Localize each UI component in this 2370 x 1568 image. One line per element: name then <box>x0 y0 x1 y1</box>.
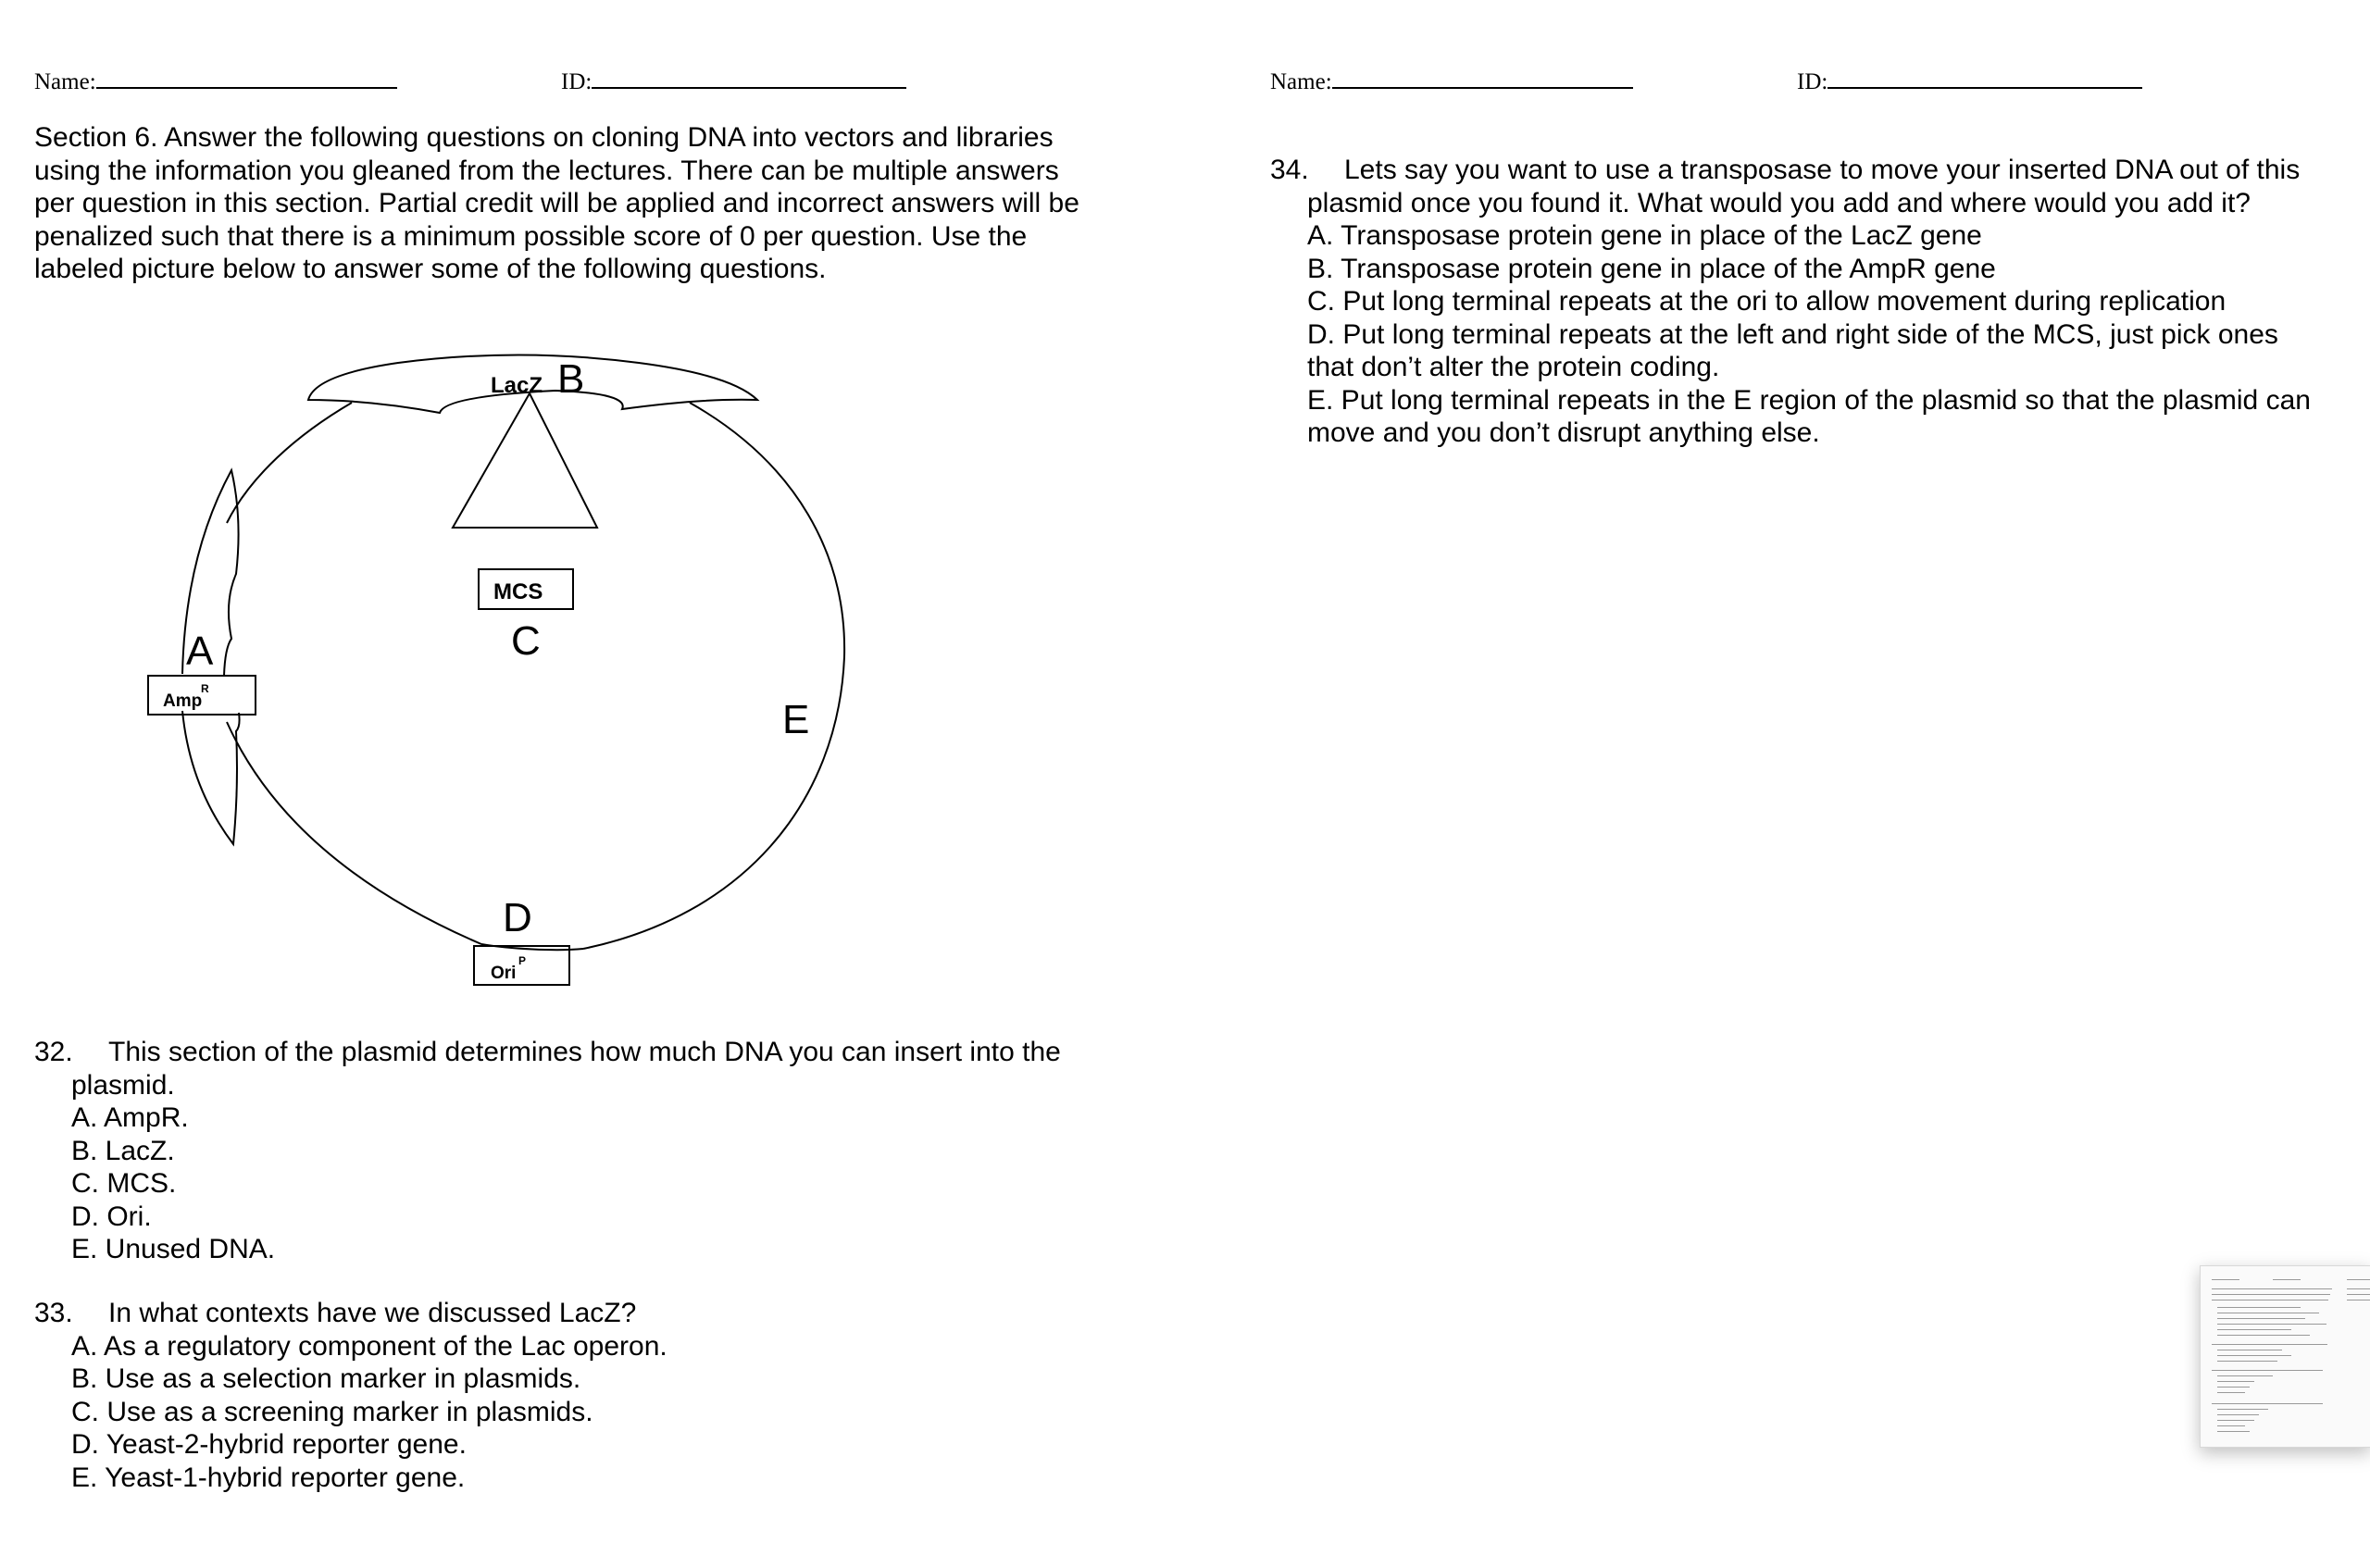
thumb-line <box>2217 1375 2273 1376</box>
option-d[interactable]: D. Yeast-2-hybrid reporter gene. <box>71 1429 467 1460</box>
region-e-label: E <box>782 697 810 742</box>
lacz-label: LacZ <box>491 373 543 398</box>
question-text: This section of the plasmid determines how much DNA you can insert into the plasmid. <box>71 1037 1061 1101</box>
question-text: In what contexts have we discussed LacZ? <box>108 1298 637 1328</box>
thumb-line <box>2217 1335 2310 1336</box>
thumb-line <box>2212 1279 2239 1280</box>
question-number: 34. <box>1270 155 1309 185</box>
question-number: 33. <box>34 1298 73 1328</box>
question-33 <box>34 1297 1099 1494</box>
question-32-stem <box>34 1036 1099 1101</box>
option-c[interactable]: C. Use as a screening marker in plasmids. <box>71 1396 593 1427</box>
thumb-line <box>2217 1409 2268 1410</box>
id-label: ID: <box>1797 69 1828 94</box>
option-e[interactable]: E. Yeast-1-hybrid reporter gene. <box>71 1462 466 1493</box>
thumb-line <box>2212 1288 2332 1289</box>
name-label: Name: <box>1270 69 1332 94</box>
question-32 <box>34 1036 1099 1266</box>
ampr-superscript: R <box>201 682 209 695</box>
thumb-line <box>2212 1294 2330 1295</box>
region-a-label: A <box>186 628 214 674</box>
thumb-line <box>2212 1344 2327 1345</box>
plasmid-arc-right <box>583 403 844 949</box>
plasmid-arc-bottom <box>481 944 583 950</box>
thumb-line <box>2217 1387 2250 1388</box>
id-label: ID: <box>561 69 592 94</box>
option-c[interactable]: C. MCS. <box>71 1168 177 1199</box>
ori-superscript: P <box>518 954 527 967</box>
option-a[interactable]: A. AmpR. <box>71 1102 189 1133</box>
question-34-stem <box>1270 154 2316 219</box>
question-33-stem <box>34 1297 1099 1330</box>
thumb-line <box>2217 1329 2291 1330</box>
option-d[interactable]: D. Ori. <box>71 1201 152 1232</box>
thumb-line <box>2347 1279 2370 1280</box>
thumb-line <box>2217 1318 2305 1319</box>
region-c-label: C <box>511 618 541 664</box>
thumb-line <box>2217 1414 2259 1415</box>
thumb-line <box>2217 1381 2254 1382</box>
name-label: Name: <box>34 69 96 94</box>
mcs-triangle <box>453 393 597 528</box>
mcs-label: MCS <box>493 579 543 604</box>
thumb-line <box>2217 1420 2254 1421</box>
thumb-line <box>2217 1307 2301 1308</box>
screenshot-thumbnail[interactable] <box>2200 1265 2370 1448</box>
question-34 <box>1270 154 2316 450</box>
intro-text: Section 6. Answer the following questions on cloning DNA into vectors and libraries using the information you gleaned from the lectures. There can be multiple answers per question in this section. Partial credit will be applied and incorrect answers will be penalized such that there is a minimum possible score of 0 per question. Use the labeled picture below to answer some of the following questions. <box>34 122 1079 284</box>
thumb-line <box>2217 1431 2250 1432</box>
option-e[interactable]: E. Unused DNA. <box>71 1234 276 1264</box>
ori-label: Ori <box>491 964 517 983</box>
option-e[interactable]: E. Put long terminal repeats in the E region of the plasmid so that the plasmid can move and you don’t disrupt anything else. <box>1307 384 2311 448</box>
region-b-label: B <box>557 356 585 402</box>
thumb-line <box>2217 1392 2245 1393</box>
thumb-line <box>2217 1324 2326 1325</box>
region-d-label: D <box>503 895 532 940</box>
option-b[interactable]: B. LacZ. <box>71 1135 175 1166</box>
plasmid-arc-upper-left <box>227 403 352 523</box>
question-text: Lets say you want to use a transposase to move your inserted DNA out of this plasmid once you found it. What would you add and where would you add it? <box>1307 155 2301 218</box>
thumb-line <box>2217 1361 2277 1362</box>
ampr-label: Amp <box>163 691 203 711</box>
option-b[interactable]: B. Transposase protein gene in place of the AmpR gene <box>1307 253 1996 284</box>
option-d[interactable]: D. Put long terminal repeats at the left and right side of the MCS, just pick ones that don’t alter the protein coding. <box>1307 318 2278 382</box>
option-b[interactable]: B. Use as a selection marker in plasmids. <box>71 1363 581 1394</box>
thumb-line <box>2347 1288 2370 1289</box>
thumb-line <box>2212 1403 2323 1404</box>
thumb-line <box>2212 1370 2323 1371</box>
thumb-line <box>2217 1355 2291 1356</box>
option-c[interactable]: C. Put long terminal repeats at the ori to allow movement during replication <box>1307 286 2227 317</box>
thumb-line <box>2217 1425 2245 1426</box>
question-number: 32. <box>34 1037 73 1067</box>
plasmid-arc-bottom-left <box>227 722 481 944</box>
thumb-line <box>2347 1294 2370 1295</box>
option-a[interactable]: A. Transposase protein gene in place of the LacZ gene <box>1307 220 1982 251</box>
thumb-line <box>2273 1279 2301 1280</box>
option-a[interactable]: A. As a regulatory component of the Lac operon. <box>71 1330 667 1362</box>
